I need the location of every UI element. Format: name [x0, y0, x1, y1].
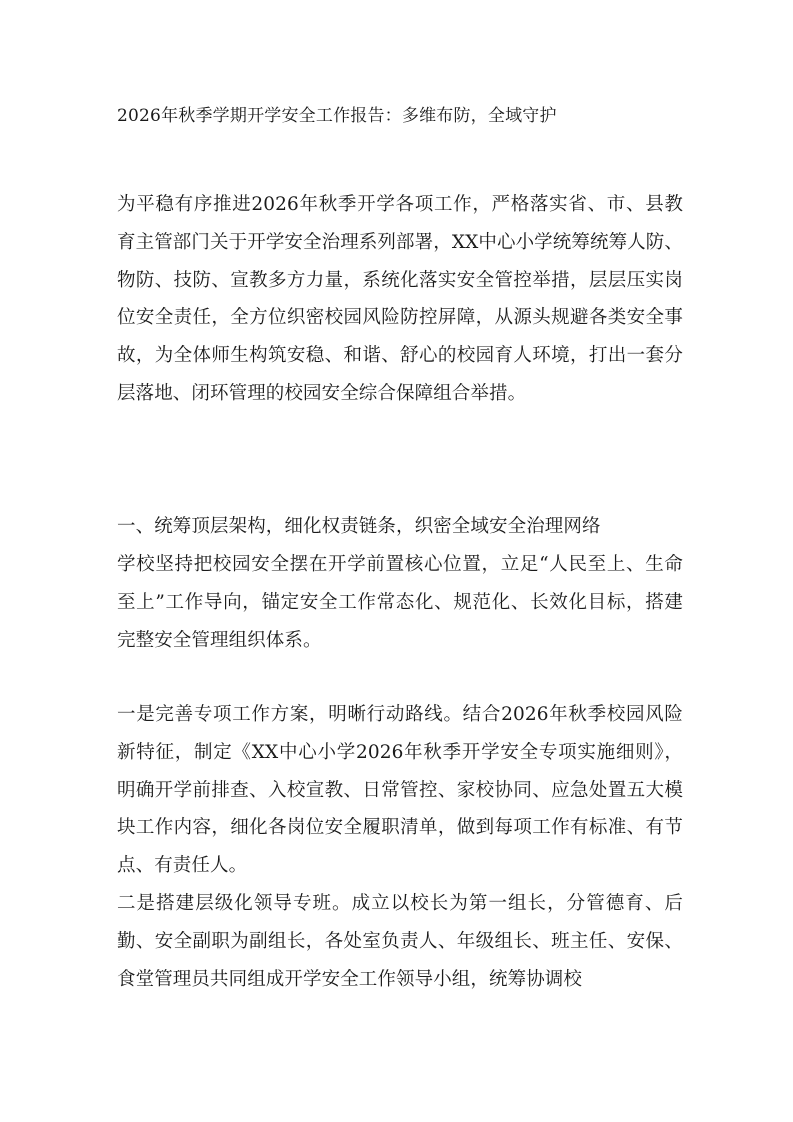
intro-paragraph: 为平稳有序推进2026年秋季开学各项工作，严格落实省、市、县教育主管部门关于开学安全治理系列部署，XX中心小学统筹统筹人防、物防、技防、宣教多方力量，系统化落实安全管控举措，层层压实岗位安全责任，全方位织密校园风险防控屏障，从源头规避各类安全事故，为全体师生构筑安稳、和谐、舒心的校园育人环境，打出一套分层落地、闭环管理的校园安全综合保障组合举措。 — [117, 194, 683, 404]
document-title: 2026年秋季学期开学安全工作报告：多维布防，全域守护 — [117, 106, 557, 126]
section-paragraph: 一是完善专项工作方案，明晰行动路线。结合2026年秋季校园风险新特征，制定《XX中心小学2026年秋季开学安全专项实施细则》，明确开学前排查、入校宣教、日常管控、家校协同、应急处置五大模块工作内容，细化各岗位安全履职清单，做到每项工作有标准、有节点、有责任人。 — [117, 704, 683, 877]
section-paragraph: 学校坚持把校园安全摆在开学前置核心位置，立足“人民至上、生命至上”工作导向，锚定安全工作常态化、规范化、长效化目标，搭建完整安全管理组织体系。 — [117, 554, 683, 651]
section-paragraph: 二是搭建层级化领导专班。成立以校长为第一组长，分管德育、后勤、安全副职为副组长，各处室负责人、年级组长、班主任、安保、食堂管理员共同组成开学安全工作领导小组，统筹协调校 — [117, 893, 683, 990]
section-heading: 一、统筹顶层架构，细化权责链条，织密全域安全治理网络 — [117, 516, 601, 537]
